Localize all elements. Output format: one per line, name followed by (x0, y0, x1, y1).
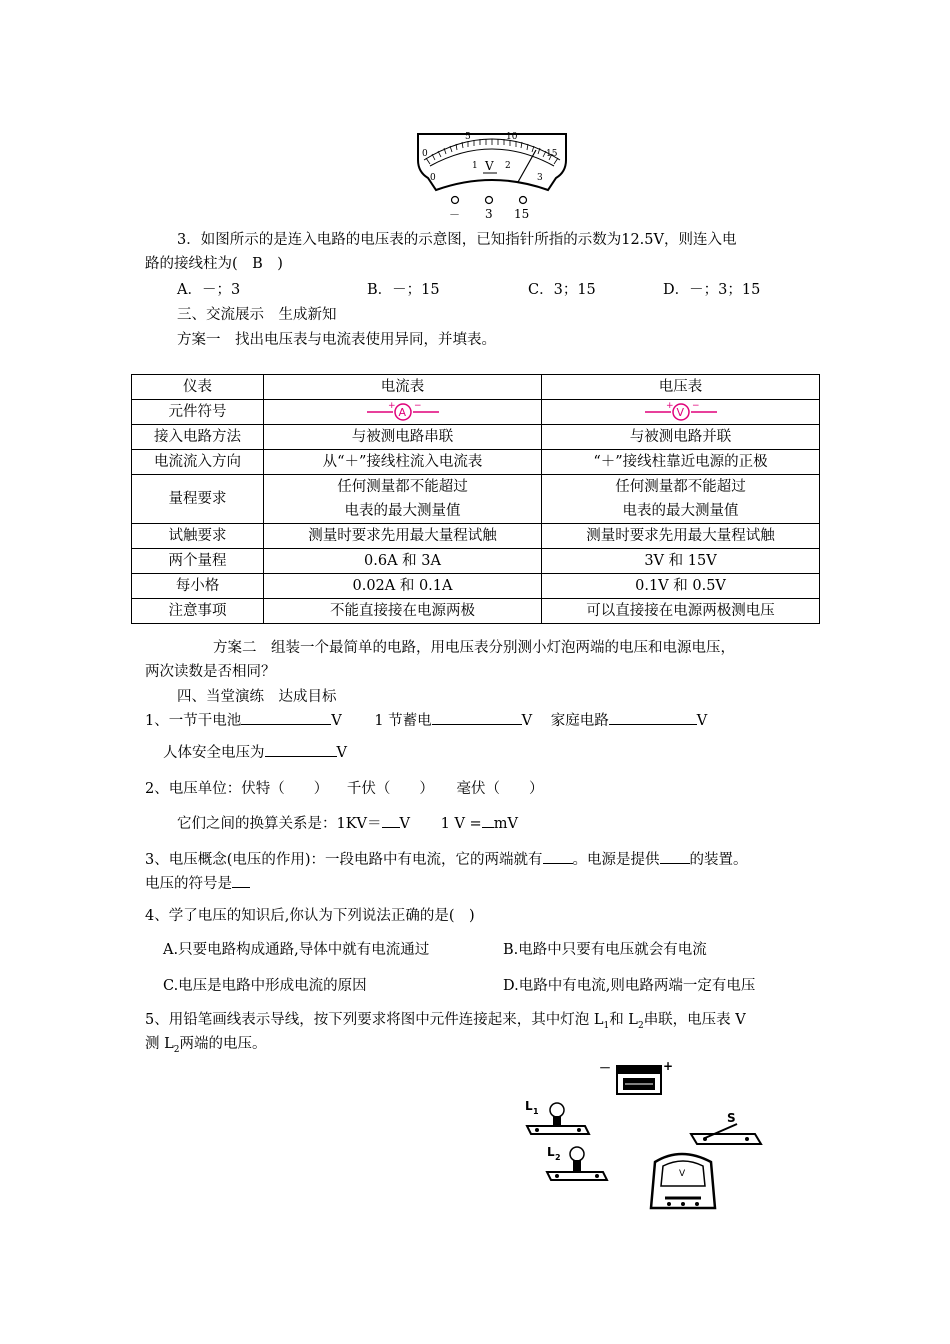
table-cell-label: 量程要求 (132, 475, 264, 524)
table-cell: 与被测电路串联 (264, 425, 542, 450)
switch-label: S (727, 1111, 736, 1125)
terminal-label-minus: － (449, 208, 460, 221)
svg-text:−: − (691, 402, 700, 411)
q3-option-c[interactable]: C．3；15 (528, 282, 596, 298)
ex1-safe-voltage-label: 人体安全电压为 (163, 745, 265, 761)
scale-bottom-0: 0 (430, 173, 436, 183)
ex5-subscript: 2 (637, 1020, 644, 1031)
table-cell-label: 试触要求 (132, 524, 264, 549)
table-cell: 测量时要求先用最大量程试触 (542, 524, 820, 549)
table-cell (542, 475, 820, 524)
q3-line2: 路的接线柱为( B ) (145, 256, 283, 272)
svg-text:+: + (665, 402, 674, 411)
table-cell: 不能直接接在电源两极 (264, 599, 542, 624)
voltmeter-scale-figure (410, 120, 575, 225)
ex1-battery-label: 1、一节干电池 (145, 713, 242, 729)
battery-plus-label: + (663, 1059, 674, 1073)
plan1-text: 方案一 找出电压表与电流表使用异同，并填表。 (177, 332, 496, 348)
scale-top-5: 5 (465, 132, 471, 142)
ex1-line2 (163, 741, 347, 762)
battery-icon[interactable] (599, 1059, 673, 1094)
table-header: 仪表 (132, 375, 264, 400)
section3-heading: 三、交流展示 生成新知 (177, 307, 337, 323)
ex4-option-d[interactable]: D.电路中有电流,则电路两端一定有电压 (503, 978, 756, 994)
scale-top-10: 10 (506, 132, 518, 142)
table-cell: 0.02A 和 0.1A (264, 574, 542, 599)
battery-minus-label: － (599, 1061, 612, 1075)
ex2-mv-unit: mV (493, 816, 518, 832)
ex1-safe-voltage-unit: V (336, 745, 347, 761)
table-cell-label: 电流流入方向 (132, 450, 264, 475)
table-cell: 0.1V 和 0.5V (542, 574, 820, 599)
scale-bottom-3: 3 (537, 173, 543, 183)
ex4-option-c[interactable]: C.电压是电路中形成电流的原因 (163, 978, 367, 994)
voltmeter-icon-label: V (679, 1169, 686, 1179)
table-cell (264, 475, 542, 524)
table-cell-line: 任何测量都不能超过 (337, 479, 468, 495)
q3-option-a[interactable]: A．－；3 (177, 282, 241, 298)
table-cell-label: 每小格 (132, 574, 264, 599)
table-cell: 从“＋”接线柱流入电流表 (264, 450, 542, 475)
ex3-blank1[interactable] (543, 849, 573, 864)
q3-line1: 3．如图所示的是连入电路的电压表的示意图，已知指针所指的示数为12.5V，则连入电 (177, 232, 737, 248)
table-row (132, 400, 820, 425)
circuit-components-figure (515, 1058, 775, 1218)
ex2-v-label: 1 V = (440, 816, 482, 832)
table-cell: 3V 和 15V (542, 549, 820, 574)
ex1-accumulator-label: 1 节蓄电 (374, 713, 432, 729)
ex3-part2: 。电源是提供 (572, 852, 660, 868)
table-row (132, 475, 820, 524)
ex3-symbol-label: 电压的符号是 (145, 876, 232, 892)
voltmeter-icon[interactable] (651, 1154, 715, 1208)
plan2-line2: 两次读数是否相同？ (145, 664, 276, 680)
ex1-battery-unit: V (331, 713, 342, 729)
meter-unit: V (485, 159, 494, 173)
table-cell: 测量时要求先用最大量程试触 (264, 524, 542, 549)
ex5-line1 (145, 1008, 746, 1031)
svg-text:+: + (387, 402, 396, 411)
q3-option-b[interactable]: B．－；15 (367, 282, 440, 298)
svg-text:−: − (413, 402, 422, 411)
ex1-safe-voltage-blank[interactable] (265, 742, 337, 757)
ex2-mv-blank[interactable] (482, 813, 494, 828)
ex3-line1 (145, 848, 748, 869)
ex2-conversion-label: 它们之间的换算关系是：1KV＝ (177, 816, 382, 832)
table-row (132, 524, 820, 549)
ex5-subscript: 1 (603, 1020, 610, 1031)
ex5-text: 和 L (609, 1012, 638, 1028)
table-cell-label: 注意事项 (132, 599, 264, 624)
scale-top-15: 15 (546, 149, 558, 159)
lamp-l2-sub: 2 (555, 1153, 561, 1162)
ex5-line2 (145, 1032, 266, 1055)
ex2-kv-blank[interactable] (382, 813, 400, 828)
terminal-label-15: 15 (514, 207, 530, 221)
table-cell: 0.6A 和 3A (264, 549, 542, 574)
table-cell: “＋”接线柱靠近电源的正极 (542, 450, 820, 475)
table-row (132, 450, 820, 475)
ex5-text: 两端的电压。 (179, 1036, 267, 1052)
lamp-l2-label: L (547, 1145, 555, 1159)
ex4-stem: 4、学了电压的知识后,你认为下列说法正确的是( ) (145, 908, 475, 924)
ex1-battery-blank[interactable] (241, 710, 331, 725)
ex5-subscript: 2 (173, 1044, 180, 1055)
ex3-part3: 的装置。 (689, 852, 748, 868)
ex5-text: 测 L (145, 1036, 174, 1052)
ex3-blank3[interactable] (232, 873, 250, 888)
lamp-l1-label: L (525, 1099, 533, 1113)
table-cell-line: 任何测量都不能超过 (615, 479, 746, 495)
table-row (132, 599, 820, 624)
ex5-text: 5、用铅笔画线表示导线，按下列要求将图中元件连接起来，其中灯泡 L (145, 1012, 604, 1028)
scale-top-0: 0 (422, 149, 428, 159)
ex3-blank2[interactable] (660, 849, 690, 864)
terminal-label-3: 3 (485, 207, 493, 221)
table-cell-line: 电表的最大测量值 (344, 503, 461, 519)
section4-heading: 四、当堂演练 达成目标 (177, 689, 337, 705)
ex1-household-label: 家庭电路 (550, 713, 609, 729)
ammeter-symbol-letter: A (398, 406, 406, 419)
table-header: 电压表 (542, 375, 820, 400)
scale-bottom-1: 1 (472, 161, 478, 171)
ex1-household-blank[interactable] (609, 710, 697, 725)
table-row (132, 574, 820, 599)
lamp-l2-icon[interactable] (547, 1145, 607, 1180)
plan2-line1: 方案二 组装一个最简单的电路，用电压表分别测小灯泡两端的电压和电源电压， (213, 640, 735, 656)
table-cell-label: 两个量程 (132, 549, 264, 574)
ex5-text: 串联，电压表 V (643, 1012, 746, 1028)
table-cell: 与被测电路并联 (542, 425, 820, 450)
switch-icon[interactable] (691, 1111, 761, 1144)
ex4-option-b[interactable]: B.电路中只要有电压就会有电流 (503, 942, 707, 958)
ex2-volt: 2、电压单位：伏特（ ） (145, 781, 329, 797)
terminal-3 (486, 197, 493, 204)
ammeter-symbol-cell (264, 400, 542, 425)
table-row (132, 549, 820, 574)
ex3-part1: 3、电压概念(电压的作用)：一段电路中有电流，它的两端就有 (145, 852, 543, 868)
scale-bottom-2: 2 (505, 161, 511, 171)
voltmeter-symbol-letter: V (676, 406, 684, 419)
meter-comparison-table (131, 374, 820, 624)
lamp-l1-icon[interactable] (525, 1099, 589, 1134)
ammeter-symbol (363, 402, 443, 422)
table-row (132, 425, 820, 450)
table-header-row (132, 375, 820, 400)
q3-option-d[interactable]: D．－；3；15 (663, 282, 761, 298)
table-cell-line: 电表的最大测量值 (622, 503, 739, 519)
ex2-kilovolt: 千伏（ ） (346, 781, 434, 797)
ex1-household-unit: V (696, 713, 708, 729)
table-cell-label: 元件符号 (132, 400, 264, 425)
table-header: 电流表 (264, 375, 542, 400)
table-cell: 可以直接接在电源两极测电压 (542, 599, 820, 624)
voltmeter-symbol (641, 402, 721, 422)
ex4-option-a[interactable]: A.只要电路构成通路,导体中就有电流通过 (163, 942, 430, 958)
ex1-line1 (145, 709, 707, 730)
voltmeter-symbol-cell (542, 400, 820, 425)
terminal-minus (452, 197, 459, 204)
terminal-15 (520, 197, 527, 204)
ex3-line2 (145, 872, 250, 893)
lamp-l1-sub: 1 (533, 1107, 539, 1116)
ex2-line2 (177, 812, 518, 833)
ex1-accumulator-blank[interactable] (432, 710, 522, 725)
ex1-accumulator-unit: V (521, 713, 533, 729)
ex2-kv-unit: V (399, 816, 411, 832)
ex2-line1 (145, 777, 543, 798)
table-cell-label: 接入电路方法 (132, 425, 264, 450)
ex2-millivolt: 毫伏（ ） (456, 781, 544, 797)
